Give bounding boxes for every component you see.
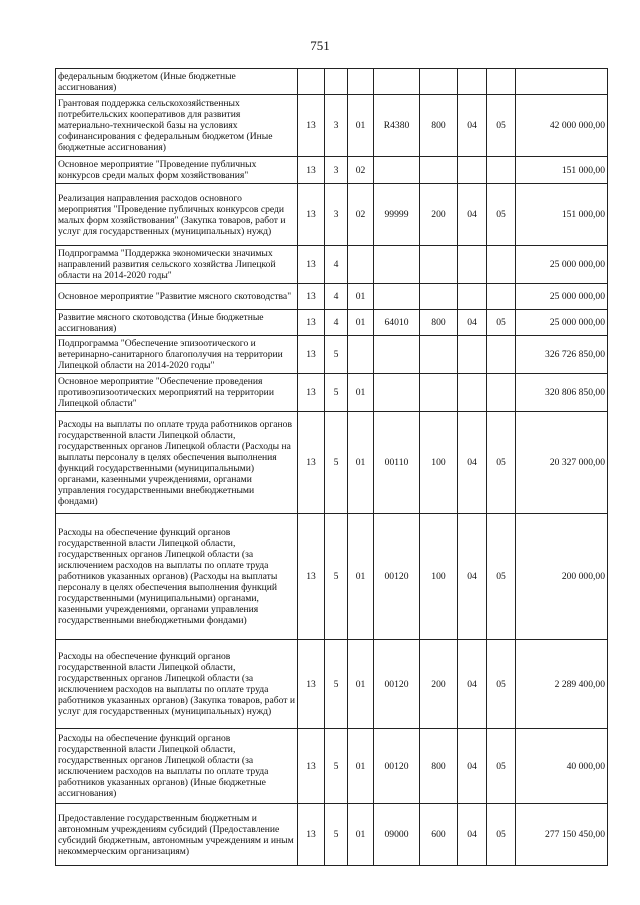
cell-dir: 64010 bbox=[374, 310, 420, 336]
cell-gp: 13 bbox=[298, 95, 325, 157]
table-row bbox=[56, 412, 608, 514]
cell-pp: 4 bbox=[325, 284, 348, 310]
table-row bbox=[56, 640, 608, 729]
cell-pp: 5 bbox=[325, 374, 348, 412]
cell-amount: 20 327 000,00 bbox=[516, 412, 608, 514]
cell-gp bbox=[298, 69, 325, 95]
cell-rz: 04 bbox=[458, 412, 487, 514]
cell-gp: 13 bbox=[298, 336, 325, 374]
cell-dir bbox=[374, 69, 420, 95]
cell-gp: 13 bbox=[298, 804, 325, 866]
cell-pp bbox=[325, 69, 348, 95]
cell-pr bbox=[487, 374, 516, 412]
cell-vr bbox=[420, 284, 458, 310]
cell-om: 01 bbox=[348, 514, 374, 640]
cell-dir: 09000 bbox=[374, 804, 420, 866]
cell-amount: 277 150 450,00 bbox=[516, 804, 608, 866]
cell-rz: 04 bbox=[458, 514, 487, 640]
cell-name: федеральным бюджетом (Иные бюджетные ассигнования) bbox=[56, 69, 298, 95]
cell-pp: 4 bbox=[325, 310, 348, 336]
cell-amount: 320 806 850,00 bbox=[516, 374, 608, 412]
cell-rz bbox=[458, 157, 487, 184]
cell-amount: 200 000,00 bbox=[516, 514, 608, 640]
cell-name: Реализация направления расходов основного мероприятия "Проведение публичных конкурсов среди малых форм хозяйствования" (Закупка товаров, работ и услуг для государственных (муниципальных) нужд) bbox=[56, 184, 298, 246]
table-row bbox=[56, 729, 608, 804]
table-row bbox=[56, 310, 608, 336]
cell-rz: 04 bbox=[458, 640, 487, 729]
cell-pp: 4 bbox=[325, 246, 348, 284]
cell-dir: 00120 bbox=[374, 514, 420, 640]
cell-pr: 05 bbox=[487, 514, 516, 640]
cell-gp: 13 bbox=[298, 640, 325, 729]
table-row bbox=[56, 246, 608, 284]
cell-pr bbox=[487, 157, 516, 184]
cell-vr: 200 bbox=[420, 184, 458, 246]
cell-vr: 200 bbox=[420, 640, 458, 729]
cell-pp: 5 bbox=[325, 729, 348, 804]
cell-rz: 04 bbox=[458, 95, 487, 157]
cell-name: Основное мероприятие "Проведение публичных конкурсов среди малых форм хозяйствования" bbox=[56, 157, 298, 184]
cell-pp: 5 bbox=[325, 640, 348, 729]
cell-amount bbox=[516, 69, 608, 95]
cell-pr: 05 bbox=[487, 804, 516, 866]
cell-pp: 5 bbox=[325, 336, 348, 374]
cell-dir bbox=[374, 336, 420, 374]
cell-gp: 13 bbox=[298, 246, 325, 284]
cell-gp: 13 bbox=[298, 412, 325, 514]
table-row bbox=[56, 157, 608, 184]
cell-amount: 151 000,00 bbox=[516, 184, 608, 246]
cell-amount: 25 000 000,00 bbox=[516, 284, 608, 310]
cell-pp: 3 bbox=[325, 95, 348, 157]
cell-name: Расходы на выплаты по оплате труда работников органов государственной власти Липецкой области, государственных органов Липецкой области (Расходы на выплаты персоналу в целях обеспечения выполнения функций государственными (муниципальными) органами, казенными учреждениями, органами управления государственными внебюджетными фондами) bbox=[56, 412, 298, 514]
cell-om: 01 bbox=[348, 284, 374, 310]
cell-amount: 25 000 000,00 bbox=[516, 310, 608, 336]
cell-om: 01 bbox=[348, 804, 374, 866]
cell-rz: 04 bbox=[458, 804, 487, 866]
cell-amount: 151 000,00 bbox=[516, 157, 608, 184]
cell-name: Основное мероприятие "Развитие мясного скотоводства" bbox=[56, 284, 298, 310]
cell-pr: 05 bbox=[487, 640, 516, 729]
cell-gp: 13 bbox=[298, 157, 325, 184]
cell-vr bbox=[420, 69, 458, 95]
cell-pr: 05 bbox=[487, 729, 516, 804]
cell-vr: 800 bbox=[420, 95, 458, 157]
cell-om bbox=[348, 69, 374, 95]
cell-rz bbox=[458, 69, 487, 95]
cell-pr: 05 bbox=[487, 95, 516, 157]
cell-gp: 13 bbox=[298, 514, 325, 640]
cell-gp: 13 bbox=[298, 284, 325, 310]
cell-om: 01 bbox=[348, 310, 374, 336]
cell-rz: 04 bbox=[458, 184, 487, 246]
cell-amount: 25 000 000,00 bbox=[516, 246, 608, 284]
table-row bbox=[56, 514, 608, 640]
cell-amount: 40 000,00 bbox=[516, 729, 608, 804]
cell-dir: 00120 bbox=[374, 640, 420, 729]
table-row bbox=[56, 804, 608, 866]
cell-om: 01 bbox=[348, 95, 374, 157]
cell-om: 01 bbox=[348, 640, 374, 729]
cell-vr bbox=[420, 374, 458, 412]
cell-dir: 00110 bbox=[374, 412, 420, 514]
table-row bbox=[56, 69, 608, 95]
cell-gp: 13 bbox=[298, 310, 325, 336]
cell-dir: R4380 bbox=[374, 95, 420, 157]
cell-pr: 05 bbox=[487, 310, 516, 336]
cell-name: Основное мероприятие "Обеспечение проведения противоэпизоотических мероприятий на территории Липецкой области" bbox=[56, 374, 298, 412]
cell-rz bbox=[458, 336, 487, 374]
cell-name: Расходы на обеспечение функций органов государственной власти Липецкой области, государственных органов Липецкой области (за исключением расходов на выплаты по оплате труда работников указанных органов) (Расходы на выплаты персоналу в целях обеспечения выполнения функций государственными (муниципальными) органами, казенными учреждениями, органами управления государственными внебюджетными фондами) bbox=[56, 514, 298, 640]
cell-pr bbox=[487, 336, 516, 374]
cell-om: 02 bbox=[348, 184, 374, 246]
cell-rz bbox=[458, 374, 487, 412]
table-row bbox=[56, 184, 608, 246]
cell-om: 01 bbox=[348, 729, 374, 804]
cell-om: 02 bbox=[348, 157, 374, 184]
cell-vr: 100 bbox=[420, 412, 458, 514]
cell-gp: 13 bbox=[298, 184, 325, 246]
table-row bbox=[56, 95, 608, 157]
cell-vr: 600 bbox=[420, 804, 458, 866]
cell-dir bbox=[374, 374, 420, 412]
cell-gp: 13 bbox=[298, 729, 325, 804]
cell-name: Грантовая поддержка сельскохозяйственных потребительских кооперативов для развития материально-технической базы на условиях софинансирования с федеральным бюджетом (Иные бюджетные ассигнования) bbox=[56, 95, 298, 157]
cell-name: Расходы на обеспечение функций органов государственной власти Липецкой области, государственных органов Липецкой области (за исключением расходов на выплаты по оплате труда работников указанных органов) (Иные бюджетные ассигнования) bbox=[56, 729, 298, 804]
cell-vr: 800 bbox=[420, 729, 458, 804]
cell-vr: 800 bbox=[420, 310, 458, 336]
cell-dir bbox=[374, 157, 420, 184]
cell-om: 01 bbox=[348, 412, 374, 514]
cell-vr: 100 bbox=[420, 514, 458, 640]
cell-pp: 5 bbox=[325, 412, 348, 514]
cell-pr: 05 bbox=[487, 412, 516, 514]
cell-name: Предоставление государственным бюджетным и автономным учреждениям субсидий (Предоставление субсидий бюджетным, автономным учреждениям и иным некоммерческим организациям) bbox=[56, 804, 298, 866]
table-row bbox=[56, 374, 608, 412]
cell-dir: 00120 bbox=[374, 729, 420, 804]
cell-name: Расходы на обеспечение функций органов государственной власти Липецкой области, государственных органов Липецкой области (за исключением расходов на выплаты по оплате труда работников указанных органов) (Закупка товаров, работ и услуг для государственных (муниципальных) нужд) bbox=[56, 640, 298, 729]
cell-pp: 3 bbox=[325, 157, 348, 184]
cell-name: Подпрограмма "Поддержка экономически значимых направлений развития сельского хозяйства Липецкой области на 2014-2020 годы" bbox=[56, 246, 298, 284]
cell-pr bbox=[487, 69, 516, 95]
cell-dir: 99999 bbox=[374, 184, 420, 246]
cell-vr bbox=[420, 246, 458, 284]
page-number: 751 bbox=[310, 38, 330, 53]
cell-pp: 3 bbox=[325, 184, 348, 246]
cell-om bbox=[348, 336, 374, 374]
cell-rz bbox=[458, 246, 487, 284]
cell-amount: 2 289 400,00 bbox=[516, 640, 608, 729]
cell-om: 01 bbox=[348, 374, 374, 412]
cell-pp: 5 bbox=[325, 514, 348, 640]
cell-vr bbox=[420, 336, 458, 374]
cell-dir bbox=[374, 246, 420, 284]
cell-amount: 42 000 000,00 bbox=[516, 95, 608, 157]
cell-rz: 04 bbox=[458, 310, 487, 336]
cell-pp: 5 bbox=[325, 804, 348, 866]
cell-name: Развитие мясного скотоводства (Иные бюджетные ассигнования) bbox=[56, 310, 298, 336]
cell-rz bbox=[458, 284, 487, 310]
cell-name: Подпрограмма "Обеспечение эпизоотического и ветеринарно-санитарного благополучия на территории Липецкой области на 2014-2020 годы" bbox=[56, 336, 298, 374]
cell-pr bbox=[487, 284, 516, 310]
cell-gp: 13 bbox=[298, 374, 325, 412]
cell-om bbox=[348, 246, 374, 284]
cell-dir bbox=[374, 284, 420, 310]
cell-rz: 04 bbox=[458, 729, 487, 804]
cell-vr bbox=[420, 157, 458, 184]
table-row bbox=[56, 284, 608, 310]
cell-pr: 05 bbox=[487, 184, 516, 246]
table-row bbox=[56, 336, 608, 374]
budget-table bbox=[55, 68, 608, 866]
cell-pr bbox=[487, 246, 516, 284]
cell-amount: 326 726 850,00 bbox=[516, 336, 608, 374]
